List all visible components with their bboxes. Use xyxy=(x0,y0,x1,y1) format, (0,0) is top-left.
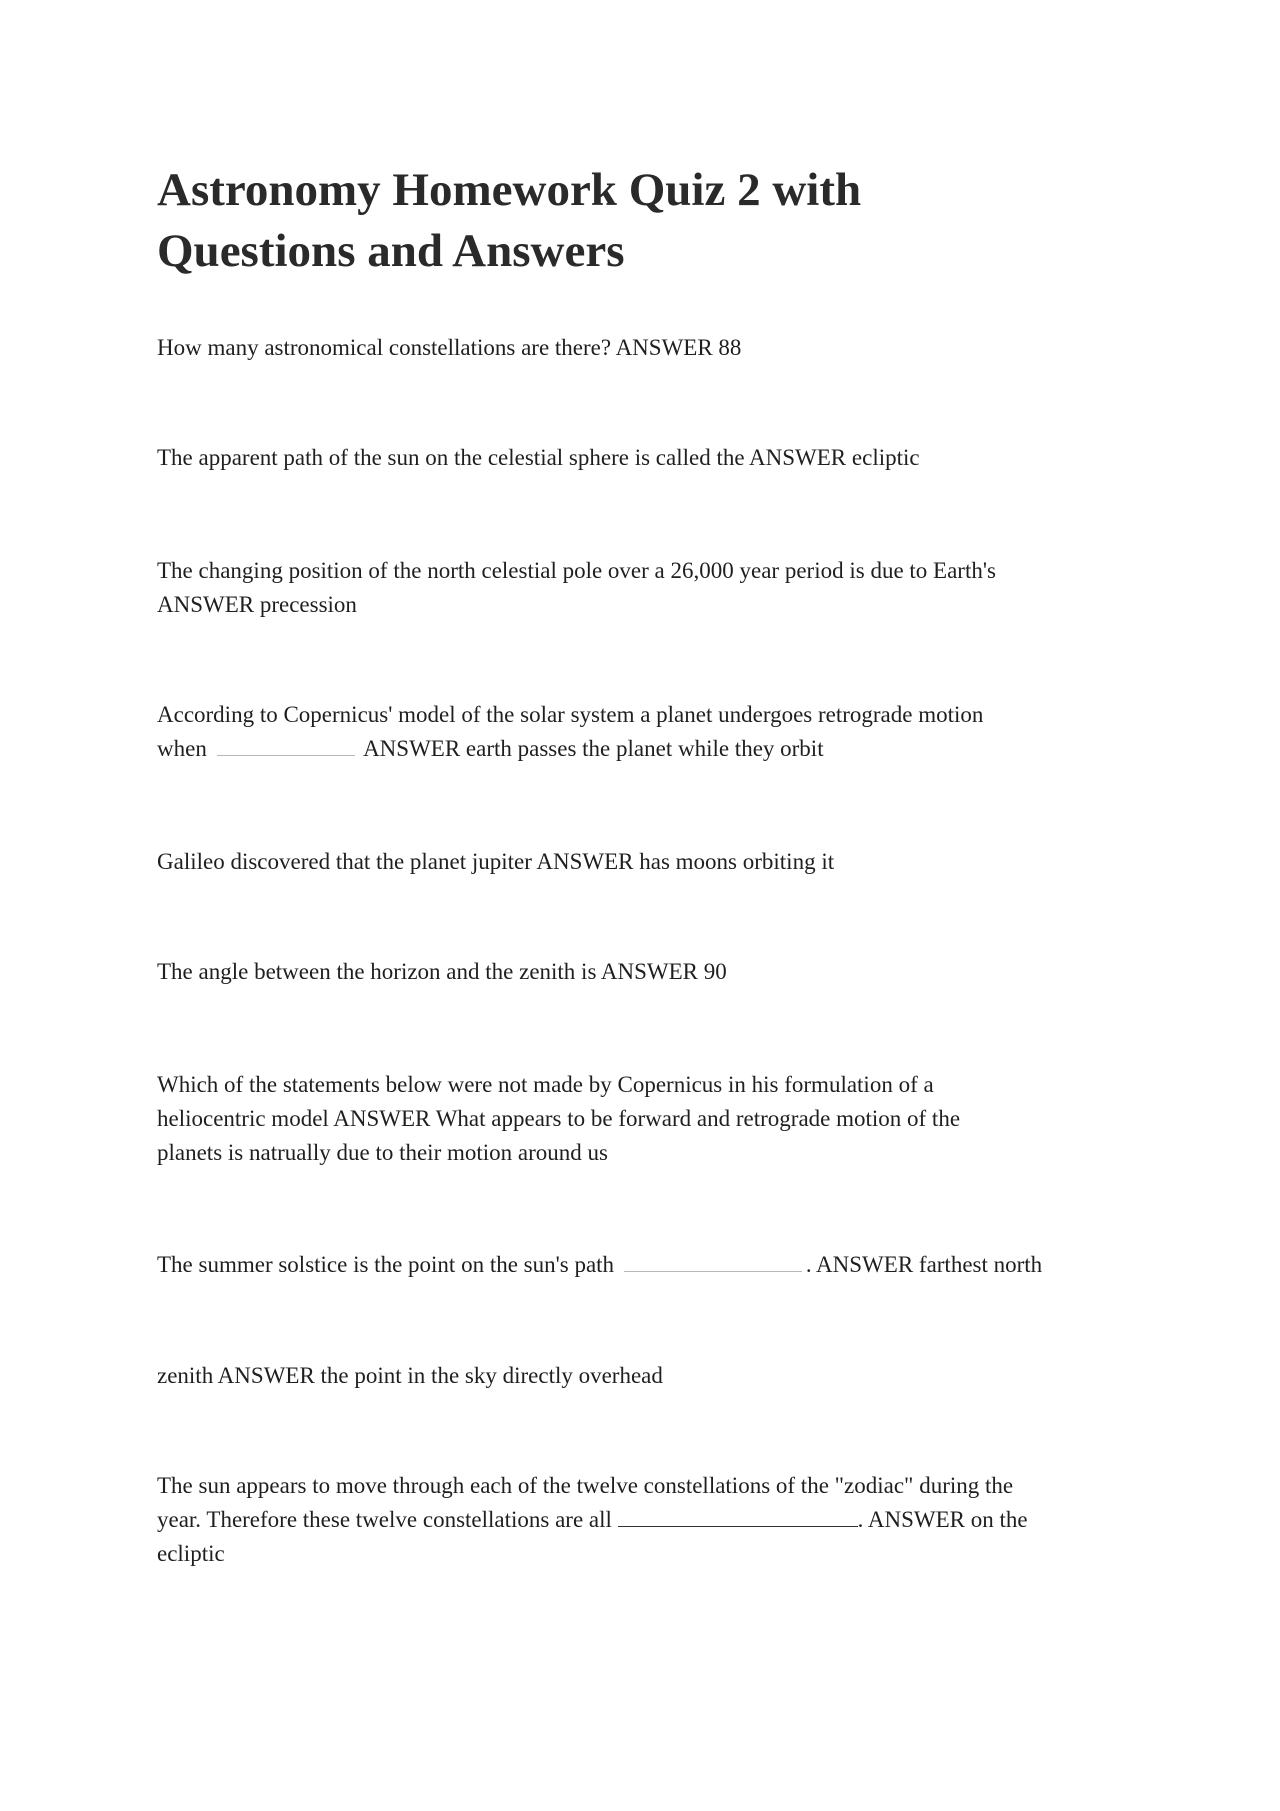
question-5-text: Galileo discovered that the planet jupiter ANSWER has moons orbiting it xyxy=(157,849,835,874)
question-6 xyxy=(157,955,727,989)
question-7-line-2: heliocentric model ANSWER What appears to be forward and retrograde motion of the xyxy=(157,1106,961,1131)
question-10-line-2-start: year. Therefore these twelve constellations are all xyxy=(157,1507,612,1532)
question-4-line-2-start: when xyxy=(157,736,207,761)
fill-in-blank xyxy=(624,1249,802,1272)
question-4 xyxy=(157,698,983,766)
question-2 xyxy=(157,441,920,475)
fill-in-blank xyxy=(618,1504,858,1527)
question-4-line-1: According to Copernicus' model of the solar system a planet undergoes retrograde motion xyxy=(157,702,984,727)
question-6-text: The angle between the horizon and the zenith is ANSWER 90 xyxy=(157,959,727,984)
question-3-line-1: The changing position of the north celestial pole over a 26,000 year period is due to Earth's xyxy=(157,558,996,583)
title-line-1: Astronomy Homework Quiz 2 with xyxy=(157,164,862,216)
question-10-line-1: The sun appears to move through each of the twelve constellations of the "zodiac" during the xyxy=(157,1473,1014,1498)
question-3-line-2: ANSWER precession xyxy=(157,592,357,617)
question-4-line-2-end: ANSWER earth passes the planet while they orbit xyxy=(363,736,824,761)
question-7-line-1: Which of the statements below were not made by Copernicus in his formulation of a xyxy=(157,1072,934,1097)
question-1 xyxy=(157,331,741,365)
question-2-text: The apparent path of the sun on the celestial sphere is called the ANSWER ecliptic xyxy=(157,445,920,470)
question-8-end: . ANSWER farthest north xyxy=(805,1252,1043,1277)
question-7 xyxy=(157,1068,960,1170)
fill-in-blank xyxy=(217,733,355,756)
question-3 xyxy=(157,554,996,622)
question-9-text: zenith ANSWER the point in the sky directly overhead xyxy=(157,1363,663,1388)
question-8-start: The summer solstice is the point on the sun's path xyxy=(157,1252,615,1277)
question-8 xyxy=(157,1248,1042,1282)
question-7-line-3: planets is natrually due to their motion around us xyxy=(157,1140,608,1165)
question-1-text: How many astronomical constellations are there? ANSWER 88 xyxy=(157,335,742,360)
page-title xyxy=(157,160,1157,282)
question-5 xyxy=(157,845,834,879)
question-10 xyxy=(157,1469,1028,1571)
question-9 xyxy=(157,1359,663,1393)
question-10-line-2-end: . ANSWER on the xyxy=(857,1507,1028,1532)
question-10-line-3: ecliptic xyxy=(157,1541,225,1566)
title-line-2: Questions and Answers xyxy=(157,225,625,277)
